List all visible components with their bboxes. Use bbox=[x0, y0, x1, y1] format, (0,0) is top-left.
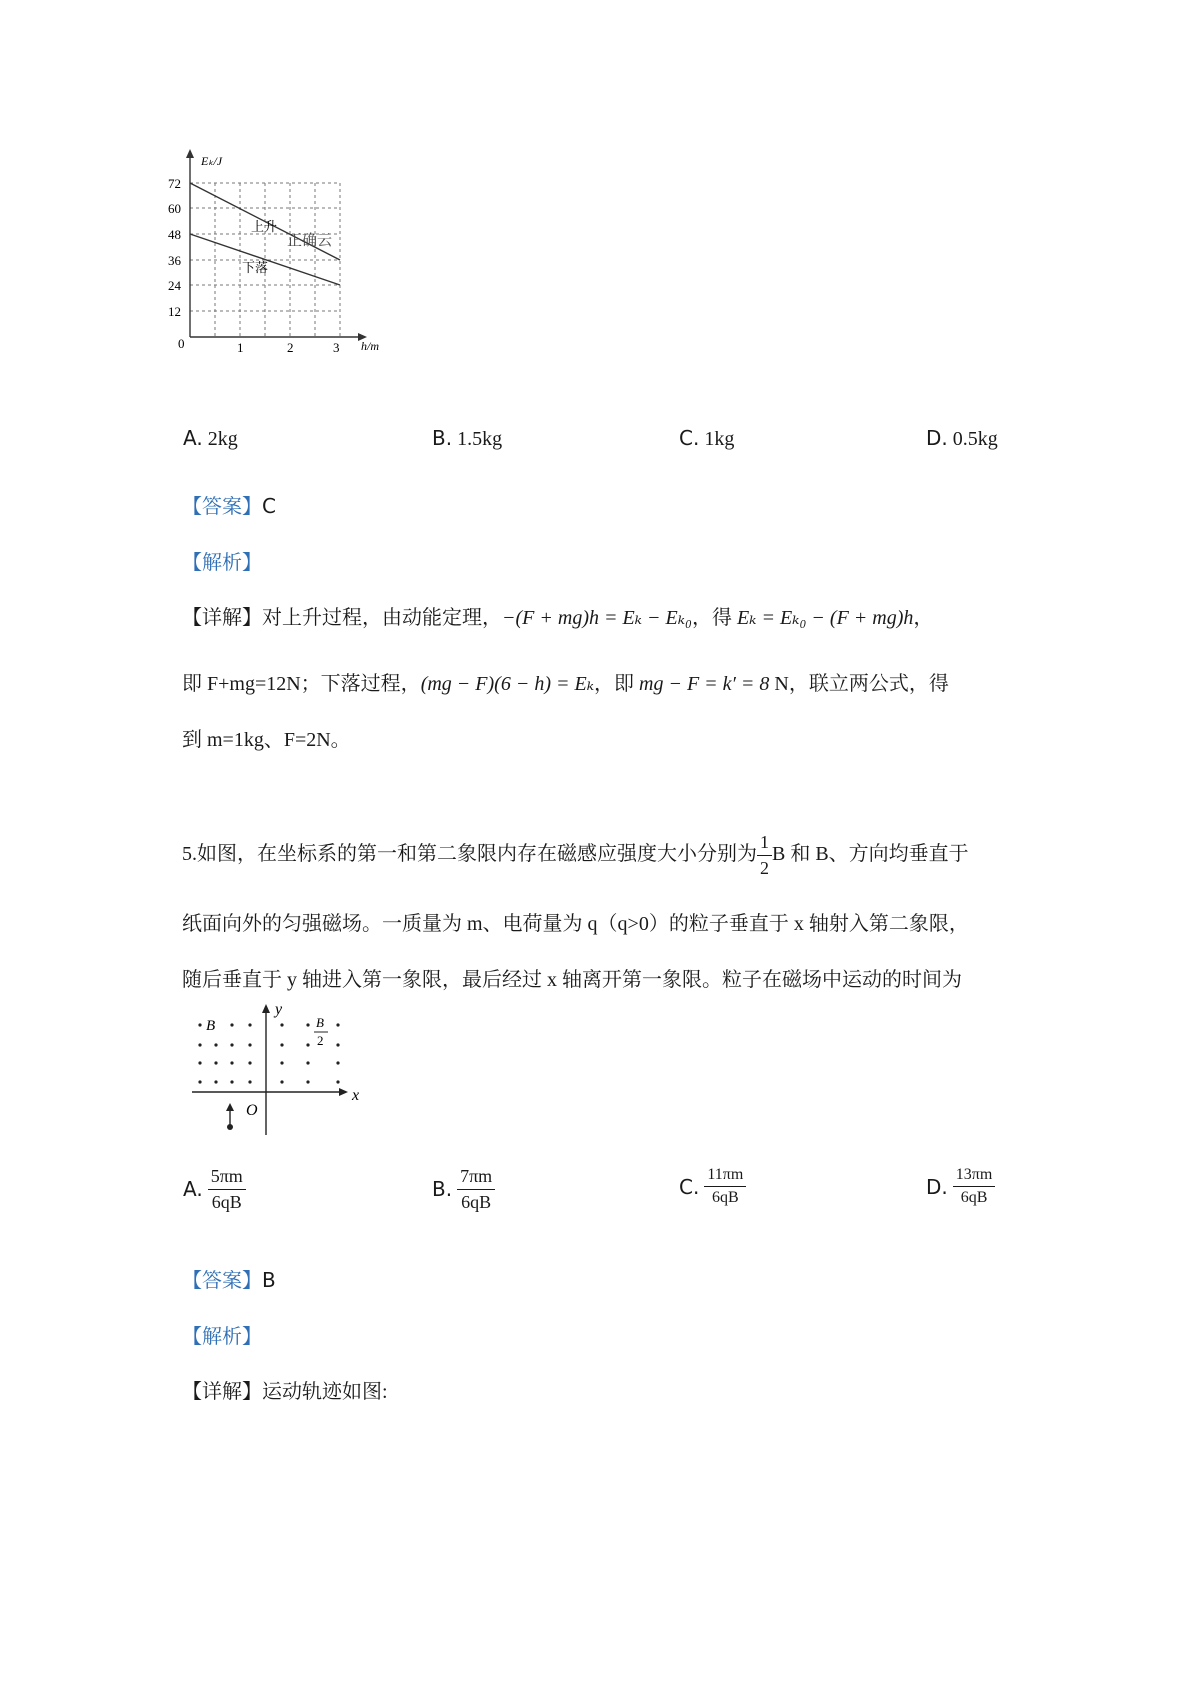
q4-detail-line2 bbox=[182, 667, 949, 696]
detail-text: 运动轨迹如图: bbox=[262, 1381, 388, 1403]
q5-option-b[interactable] bbox=[432, 1166, 495, 1212]
q5-analysis bbox=[182, 1320, 262, 1349]
fraction-one-half bbox=[757, 832, 772, 878]
option-value: 2kg bbox=[207, 428, 238, 450]
equation-fall: (mg − F)(6 − h) = Eₖ bbox=[420, 673, 594, 695]
option-letter: D. bbox=[926, 426, 948, 450]
detail-text: ，即 bbox=[594, 673, 634, 695]
fraction-numerator: 1 bbox=[757, 832, 772, 856]
y-tick-72: 72 bbox=[168, 176, 181, 191]
equation-slope: mg − F = k′ = 8 bbox=[639, 673, 770, 695]
origin-label: O bbox=[246, 1102, 258, 1119]
option-value: 1.5kg bbox=[457, 428, 503, 450]
q5-stem-line3 bbox=[182, 963, 962, 992]
detail-tag: 【详解】 bbox=[182, 607, 262, 629]
q5-stem-line2 bbox=[182, 907, 969, 936]
option-value: 0.5kg bbox=[952, 428, 998, 450]
stem-text: 纸面向外的匀强磁场。一质量为 m、电荷量为 q（q>0）的粒子垂直于 x 轴射入第二象限， bbox=[182, 913, 969, 935]
detail-text: 对上升过程，由动能定理， bbox=[262, 607, 502, 629]
y-axis-arrow bbox=[186, 149, 194, 158]
stem-text: 5.如图，在坐标系的第一和第二象限内存在磁感应强度大小分别为 bbox=[182, 842, 757, 865]
y-tick-12: 12 bbox=[168, 304, 181, 319]
q4-option-b[interactable] bbox=[432, 426, 502, 451]
analysis-tag: 【解析】 bbox=[182, 1324, 262, 1348]
detail-tag: 【详解】 bbox=[182, 1381, 262, 1403]
kinetic-energy-graph bbox=[165, 145, 395, 360]
answer-value: B bbox=[262, 1268, 276, 1292]
option-letter: A. bbox=[183, 426, 203, 450]
x-tick-1: 1 bbox=[237, 340, 244, 355]
q4-detail-line3 bbox=[182, 723, 351, 752]
particle bbox=[227, 1124, 233, 1130]
fraction-denominator: 6qB bbox=[211, 1191, 242, 1212]
watermark-text: 正确云 bbox=[287, 231, 333, 249]
option-letter: B. bbox=[432, 1177, 453, 1202]
fraction-denominator: 6qB bbox=[461, 1191, 492, 1212]
q5-option-a[interactable] bbox=[183, 1166, 246, 1212]
q5-option-c[interactable] bbox=[679, 1166, 746, 1208]
fraction-numerator: 11πm bbox=[704, 1166, 746, 1187]
x-tick-2: 2 bbox=[287, 340, 294, 355]
y-axis-label: Eₖ/J bbox=[201, 154, 223, 168]
right-field-numerator: B bbox=[316, 1015, 324, 1030]
x-axis-arrow bbox=[339, 1088, 348, 1096]
right-field-denominator: 2 bbox=[317, 1033, 324, 1048]
x-axis-label: x bbox=[352, 1087, 360, 1104]
fraction-numerator: 13πm bbox=[953, 1166, 996, 1187]
y-axis-arrow bbox=[262, 1004, 270, 1013]
option-fraction bbox=[457, 1166, 495, 1212]
q4-option-d[interactable] bbox=[926, 426, 998, 451]
option-letter: C. bbox=[679, 426, 700, 450]
equation-work-energy: −(F + mg)h = Eₖ − Eₖ₀ bbox=[502, 607, 692, 629]
option-letter: A. bbox=[183, 1177, 203, 1202]
fraction-denominator: 2 bbox=[760, 857, 769, 878]
line-rise-label: 上升 bbox=[251, 220, 278, 235]
q4-detail-line1 bbox=[182, 601, 933, 630]
option-fraction bbox=[704, 1166, 746, 1208]
detail-text: 到 m=1kg、F=2N。 bbox=[182, 729, 351, 751]
answer-tag: 【答案】 bbox=[182, 494, 262, 518]
y-axis-label: y bbox=[275, 1001, 283, 1018]
q4-option-a[interactable] bbox=[183, 426, 238, 451]
y-tick-36: 36 bbox=[168, 253, 181, 268]
q4-analysis bbox=[182, 546, 262, 575]
answer-tag: 【答案】 bbox=[182, 1268, 262, 1292]
y-tick-48: 48 bbox=[168, 227, 181, 242]
left-field-label: B bbox=[206, 1018, 216, 1034]
magnetic-field-figure bbox=[190, 1000, 380, 1140]
detail-text: 即 F+mg=12N；下落过程， bbox=[182, 673, 421, 695]
equation-ek: Eₖ = Eₖ₀ − (F + mg)h bbox=[736, 607, 914, 629]
q4-answer bbox=[182, 490, 276, 519]
x-tick-3: 3 bbox=[333, 340, 340, 355]
q5-answer bbox=[182, 1264, 276, 1293]
stem-text: B 和 B、方向均垂直于 bbox=[772, 842, 969, 865]
fraction-denominator: 6qB bbox=[960, 1189, 988, 1207]
y-tick-24: 24 bbox=[168, 278, 181, 293]
option-letter: B. bbox=[432, 426, 453, 450]
y-tick-60: 60 bbox=[168, 201, 181, 216]
detail-text: ，得 bbox=[691, 607, 732, 629]
stem-text: 随后垂直于 y 轴进入第一象限，最后经过 x 轴离开第一象限。粒子在磁场中运动的时间为 bbox=[182, 969, 962, 991]
fraction-denominator: 6qB bbox=[711, 1189, 739, 1207]
particle-arrow-head bbox=[226, 1103, 234, 1111]
line-fall-label: 下落 bbox=[242, 261, 269, 276]
analysis-tag: 【解析】 bbox=[182, 550, 262, 574]
field-dots-right bbox=[280, 1023, 339, 1083]
x-axis-label: h/m bbox=[361, 339, 379, 353]
fraction-numerator: 5πm bbox=[208, 1166, 246, 1190]
option-letter: C. bbox=[679, 1174, 700, 1199]
q5-stem-line1 bbox=[182, 832, 969, 878]
option-letter: D. bbox=[926, 1174, 948, 1199]
detail-text: ， bbox=[913, 607, 934, 629]
option-value: 1kg bbox=[704, 428, 735, 450]
fraction-numerator: 7πm bbox=[457, 1166, 495, 1190]
q5-detail bbox=[182, 1375, 388, 1404]
origin-label: 0 bbox=[178, 336, 185, 351]
detail-text: N，联立两公式，得 bbox=[769, 673, 949, 695]
answer-value: C bbox=[262, 494, 276, 518]
option-fraction bbox=[953, 1166, 996, 1208]
q5-option-d[interactable] bbox=[926, 1166, 995, 1208]
q4-option-c[interactable] bbox=[679, 426, 734, 451]
option-fraction bbox=[208, 1166, 246, 1212]
